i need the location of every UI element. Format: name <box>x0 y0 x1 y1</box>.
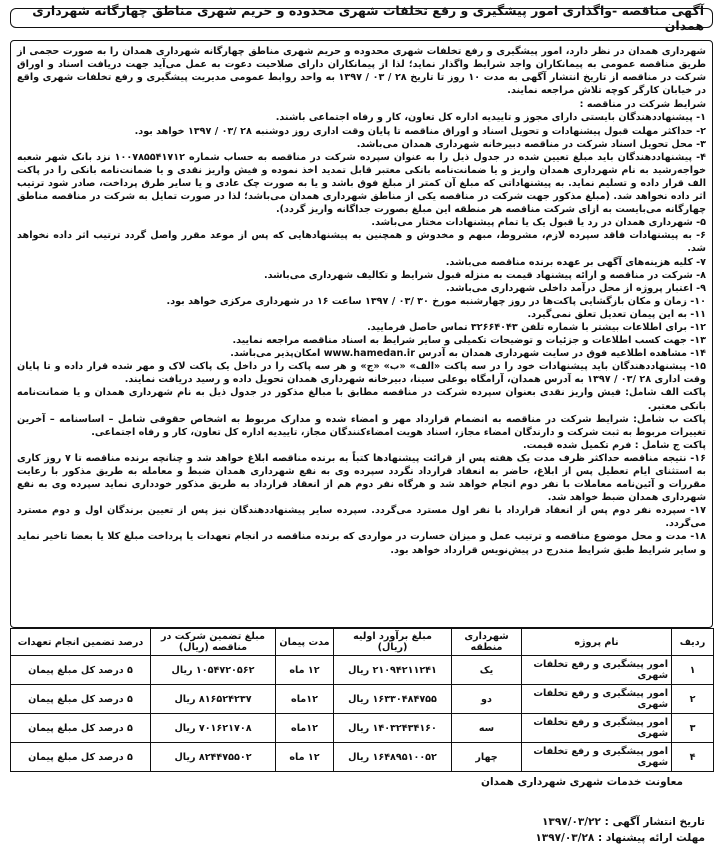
table-cell: ۵ درصد کل مبلغ پیمان <box>11 685 151 714</box>
table-cell: ۲۱۰۹۴۲۱۱۲۴۱ ریال <box>334 656 452 685</box>
condition-item: ۳- محل تحویل اسناد شرکت در مناقصه دبیرخانه شهرداری همدان می‌باشد. <box>356 138 706 150</box>
conditions-title: شرایط شرکت در مناقصه : <box>579 99 706 111</box>
table-cell: یک <box>452 656 522 685</box>
packets-section <box>17 386 706 556</box>
table-row <box>11 685 714 714</box>
column-header: مبلغ برآورد اولیه (ریال) <box>334 629 452 656</box>
table-cell: ۸۱۶۵۲۴۲۳۷ ریال <box>151 685 276 714</box>
table-cell: امور پیشگیری و رفع تخلفات شهری <box>522 656 672 685</box>
packet-item: پاکت ج شامل : فرم تکمیل شده قیمت. <box>522 439 706 451</box>
table-row <box>11 743 714 772</box>
table-cell: ۱۲ماه <box>276 714 334 743</box>
condition-item: ۱۷- سپرده نفر دوم پس از انعقاد قرارداد با نفر اول مسترد می‌گردد. سپرده سایر پیشنهاددهندگان نیز پس از تعیین برندگان اول و دوم مسترد می‌گردد. <box>17 505 706 530</box>
intro-paragraph: شهرداری همدان در نظر دارد، امور پیشگیری و رفع تخلفات شهری محدوده و حریم شهری مناطق چهارگانه شهرداری همدان را به صورت حجمی از طریق مناقصه عمومی به پیمانکاران واجد شرایط واگذار نماید؛ لذا از پیمانکاران دارای صلاحیت دعوت به عمل می‌آید جهت دریافت اسناد و اوراق شرکت در مناقصه از تاریخ انتشار آگهی به مدت ۱۰ روز تا تاریخ ۲۸ / ۰۳ / ۱۳۹۷ به واحد روابط عمومی مدیریت پیشگیری و رفع تخلفات شهری واقع در خیابان کارگر کوچه تلاش مراجعه نمایند. <box>17 46 707 97</box>
column-header: شهرداری منطقه <box>452 629 522 656</box>
table-cell: ۳ <box>672 714 714 743</box>
table-cell: ۱۲ماه <box>276 685 334 714</box>
condition-item: ۴- پیشنهاددهندگان باید مبلغ تعیین شده در جدول ذیل را به عنوان سپرده شرکت در مناقصه به حساب شماره ۱۰۰۷۸۵۵۴۱۷۱۲ نزد بانک شهر شعبه خواجه‌رشید به نام شهرداری همدان واریز و یا ضمانت‌نامه بانکی معتبر قابل تمدید اخذ نموده و فیش واریز نقدی و یا ضمانت‌نامه بانکی را در پاکت الف قرار داده و تسلیم نماید. به پیشنهاداتی که مبلغ آن کمتر از مبلغ فوق باشد و یا به صورت چک عادی و یا سایر طرق پرداخت، صادر شود ترتیب اثر داده نخواهد شد. (مبلغ مذکور جهت شرکت در مناقصه یکی از مناطق شهرداری همدان می‌باشد؛ لذا در صورت تمایل به شرکت در مناقصه مناطق چهارگانه می‌بایست به ازای شرکت مناقصه هر منطقه این مبلغ بصورت جداگانه واریز گردد). <box>17 151 706 216</box>
condition-item: ۱۲- برای اطلاعات بیشتر با شماره تلفن ۳۲۶۶۴۰۴۳ تماس حاصل فرمایید. <box>367 321 706 333</box>
publish-date: تاریخ انتشار آگهی : ۱۳۹۷/۰۳/۲۲ <box>542 816 705 828</box>
condition-item: ۵- شهرداری همدان در رد یا قبول یک یا تمام پیشنهادات مختار می‌باشد. <box>371 217 706 229</box>
table-cell: ۵ درصد کل مبلغ پیمان <box>11 656 151 685</box>
table-cell: امور پیشگیری و رفع تخلفات شهری <box>522 685 672 714</box>
table-cell: ۵ درصد کل مبلغ پیمان <box>11 743 151 772</box>
table-row <box>11 656 714 685</box>
table-row <box>11 714 714 743</box>
condition-item: ۶- به پیشنهادات فاقد سپرده لازم، مشروط، مبهم و مخدوش و همچنین به پیشنهادهایی که پس از موعد مقرر واصل گردد ترتیب اثر داده نخواهد شد. <box>17 230 706 255</box>
table-cell: ۴ <box>672 743 714 772</box>
table-cell: ۱۴۰۳۲۴۳۴۱۶۰ ریال <box>334 714 452 743</box>
table-cell: ۱۲ ماه <box>276 743 334 772</box>
table-cell: ۸۲۴۴۷۵۵۰۲ ریال <box>151 743 276 772</box>
condition-item: ۱۰- زمان و مکان بازگشایی پاکت‌ها در روز چهارشنبه مورخ ۳۰ /۰۳ / ۱۳۹۷ ساعت ۱۶ در شهرداری مرکزی خواهد بود. <box>166 295 706 307</box>
table-cell: امور پیشگیری و رفع تخلفات شهری <box>522 743 672 772</box>
condition-item: ۷- کلیه هزینه‌های آگهی بر عهده برنده مناقصه می‌باشد. <box>445 256 706 268</box>
table-cell: ۱۶۳۳۰۴۸۴۷۵۵ ریال <box>334 685 452 714</box>
table-cell: ۱۶۴۸۹۵۱۰۰۵۲ ریال <box>334 743 452 772</box>
table-cell: ۱۰۵۴۷۲۰۵۶۲ ریال <box>151 656 276 685</box>
notice-body <box>10 40 713 628</box>
condition-item: ۲- حداکثر مهلت قبول پیشنهادات و تحویل اسناد و اوراق مناقصه تا پایان وقت اداری روز دوشنبه ۲۸ /۰۳ / ۱۳۹۷ خواهد بود. <box>134 125 706 137</box>
table-cell: سه <box>452 714 522 743</box>
condition-item: ۹- اعتبار پروژه از محل درآمد داخلی شهرداری می‌باشد. <box>445 282 706 294</box>
condition-item: ۱۱- به این پیمان تعدیل تعلق نمی‌گیرد. <box>527 308 706 320</box>
notice-title-box <box>10 3 713 33</box>
table-cell: ۱۲ ماه <box>276 656 334 685</box>
table-cell: چهار <box>452 743 522 772</box>
packet-item: پاکت ب شامل: شرایط شرکت در مناقصه به انضمام قرارداد مهر و امضاء شده و مدارک مربوط به اشخاص حقوقی شامل – اساسنامه – آخرین تغییرات مربوط به ثبت شرکت و دارندگان امضاء مجاز، اسناد هویت امضاءکنندگان مجاز، تاییدیه اداره کل تعاون، کار و رفاه اجتماعی. <box>17 413 706 438</box>
column-header: نام پروژه <box>522 629 672 656</box>
column-header: مبلغ تضمین شرکت در مناقصه (ریال) <box>151 629 276 656</box>
table-cell: ۲ <box>672 685 714 714</box>
submission-deadline: مهلت ارائه پیشنهاد : ۱۳۹۷/۰۳/۲۸ <box>535 832 705 844</box>
projects-table <box>10 628 714 772</box>
condition-item: ۱۵- پیشنهاددهندگان باید پیشنهادات خود را در سه پاکت «الف» «ب» «ج» و هر سه پاکت را در داخل یک پاکت لاک و مهر شده قرار داده و تا پایان وقت اداری ۲۸ /۰۳ / ۱۳۹۷ به آدرس همدان، آرامگاه بوعلی سینا، دبیرخانه شهرداری همدان تحویل داده و رسید دریافت نمایند. <box>17 361 706 386</box>
condition-item: ۱۶- نتیجه مناقصه حداکثر ظرف مدت یک هفته پس از قرائت پیشنهادها کتباً به برنده مناقصه ابلاغ خواهد شد و چنانچه برنده مناقصه تا ۷ روز کاری به استثنای ایام تعطیل پس از ابلاغ، حاضر به انعقاد قرارداد نگردد سپرده وی به نفع شهرداری همدان ضبط و معامله به طریق مذکور با رعایت مقررات و آئین‌نامه معاملات با نفر دوم انجام خواهد شد و هرگاه نفر دوم هم از انعقاد قرارداد به طریق مذکور خودداری نماید سپرده وی به نفع شهرداری همدان ضبط خواهد شد. <box>17 452 706 504</box>
condition-item: ۱۳- جهت کسب اطلاعات و جزئیات و توضیحات تکمیلی و سایر شرایط به اسناد مناقصه مراجعه نمایید. <box>232 335 706 347</box>
column-header: درصد تضمین انجام تعهدات <box>11 629 151 656</box>
table-cell: ۵ درصد کل مبلغ پیمان <box>11 714 151 743</box>
table-cell: ۷۰۱۶۲۱۷۰۸ ریال <box>151 714 276 743</box>
table-cell: ۱ <box>672 656 714 685</box>
table-header-row <box>11 629 714 656</box>
packet-item: پاکت الف شامل: فیش واریز نقدی بعنوان سپرده شرکت در مناقصه مطابق با مبالغ مذکور در جدول ذیل به نام شهرداری همدان و یا ضمانت‌نامه بانکی معتبر. <box>17 387 706 412</box>
column-header: ردیف <box>672 629 714 656</box>
condition-item: ۱۸- مدت و محل موضوع مناقصه و ترتیب عمل و میزان خسارت در مواردی که برنده مناقصه در انجام تعهدات یا پرداخت مبلغ کلا یا بعضا تاخیر نماید و سایر شرایط طبق شرایط مندرج در پیش‌نویس قرارداد خواهد بود. <box>17 531 706 556</box>
condition-item: ۱۴- مشاهده اطلاعیه فوق در سایت شهرداری همدان به آدرس www.hamedan.ir امکان‌پذیر می‌باشد. <box>230 348 706 360</box>
condition-item: ۱- پیشنهاددهندگان بایستی دارای مجوز و تاییدیه اداره کل تعاون، کار و رفاه اجتماعی باشند. <box>275 112 706 124</box>
issuer-signature: معاونت خدمات شهری شهرداری همدان <box>480 776 683 788</box>
condition-item: ۸- شرکت در مناقصه و ارائه پیشنهاد قیمت به منزله قبول شرایط و تکالیف شهرداری می‌باشد. <box>263 269 706 281</box>
table-cell: دو <box>452 685 522 714</box>
notice-title: آگهی مناقصه -واگذاری امور پیشگیری و رفع تخلفات شهری محدوده و حریم شهری مناطق چهارگانه شهرداری همدان <box>32 3 704 33</box>
table-cell: امور پیشگیری و رفع تخلفات شهری <box>522 714 672 743</box>
column-header: مدت پیمان <box>276 629 334 656</box>
